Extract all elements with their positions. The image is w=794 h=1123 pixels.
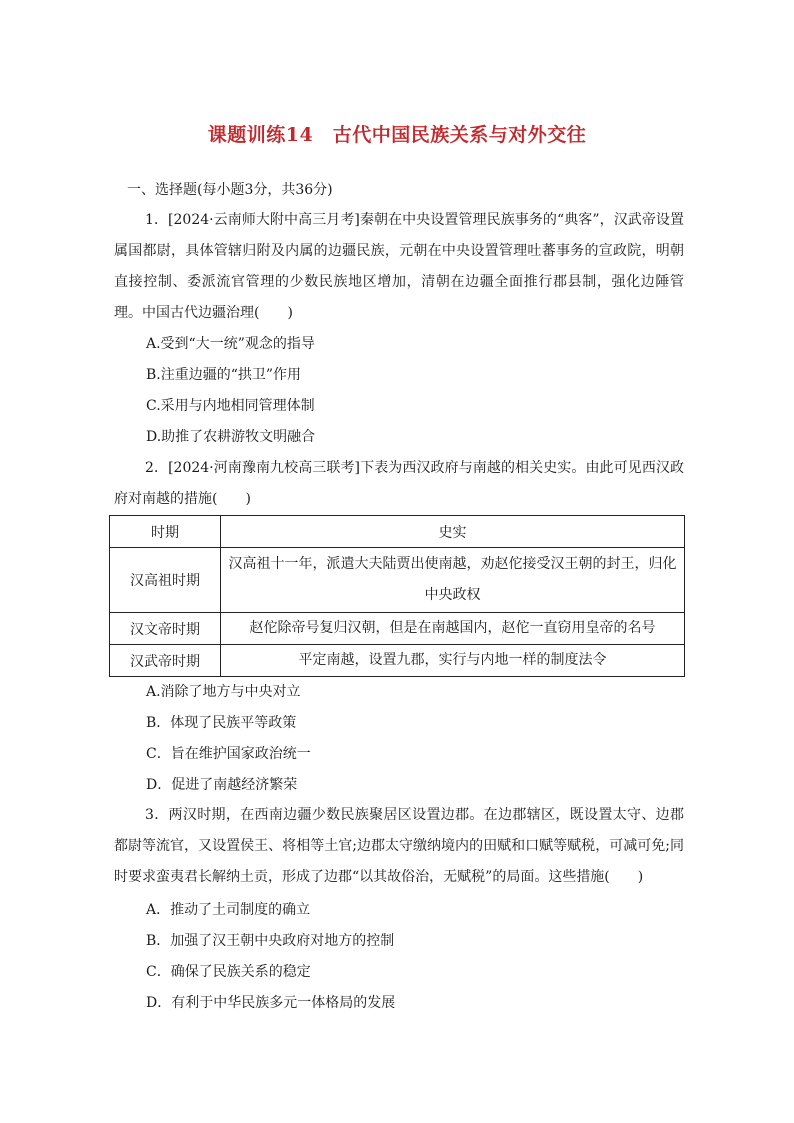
question-3-option-c: C．确保了民族关系的稳定 [146, 964, 311, 980]
table-cell-period: 汉文帝时期 [110, 613, 221, 645]
page-title: 课题训练14 古代中国民族关系与对外交往 [207, 124, 587, 146]
question-1-option-a: A.受到“大一统”观念的指导 [146, 336, 315, 352]
table-cell-fact: 汉高祖十一年，派遣大夫陆贾出使南越，劝赵佗接受汉王朝的封王，归化中央政权 [221, 548, 685, 613]
table-header-row [110, 516, 685, 548]
question-3-option-d: D．有利于中华民族多元一体格局的发展 [146, 995, 396, 1011]
question-3-stem: 3．两汉时期，在西南边疆少数民族聚居区设置边郡。在边郡辖区，既设置太守、边郡都尉等流官，又设置侯王、将相等土官;边郡太守缴纳境内的田赋和口赋等赋税，可减可免;同时要求蛮夷君长解纳土贡，形成了边郡“以其故俗治，无赋税”的局面。这些措施( ) [114, 807, 684, 885]
question-2-option-b: B．体现了民族平等政策 [146, 715, 297, 731]
section-heading: 一、选择题(每小题3分，共36分) [127, 182, 333, 198]
table-cell-fact: 平定南越，设置九郡，实行与内地一样的制度法令 [221, 645, 685, 677]
question-2-option-c: C．旨在维护国家政治统一 [146, 746, 311, 762]
column-header-fact: 史实 [221, 516, 685, 548]
question-3-option-b: B．加强了汉王朝中央政府对地方的控制 [146, 933, 395, 949]
question-2-option-a: A.消除了地方与中央对立 [146, 684, 301, 700]
table-cell-fact: 赵佗除帝号复归汉朝，但是在南越国内，赵佗一直窃用皇帝的名号 [221, 613, 685, 645]
question-2-option-d: D．促进了南越经济繁荣 [146, 777, 298, 793]
question-1-option-c: C.采用与内地相同管理体制 [146, 398, 315, 414]
table-row [110, 613, 685, 645]
table-cell-period: 汉高祖时期 [110, 548, 221, 613]
table-row [110, 645, 685, 677]
column-header-period: 时期 [110, 516, 221, 548]
table-row [110, 548, 685, 613]
question-3-option-a: A．推动了土司制度的确立 [146, 902, 311, 918]
history-table [109, 515, 685, 677]
question-1-option-b: B.注重边疆的“拱卫”作用 [146, 367, 302, 383]
question-1-stem: 1．[2024·云南师大附中高三月考]秦朝在中央设置管理民族事务的“典客”，汉武帝设置属国都尉，具体管辖归附及内属的边疆民族，元朝在中央设置管理吐蕃事务的宣政院，明朝直接控制、委派流官管理的少数民族地区增加，清朝在边疆全面推行郡县制，强化边陲管理。中国古代边疆治理( ) [114, 212, 684, 321]
question-1-option-d: D.助推了农耕游牧文明融合 [146, 429, 316, 445]
table-cell-period: 汉武帝时期 [110, 645, 221, 677]
question-2-stem: 2．[2024·河南豫南九校高三联考]下表为西汉政府与南越的相关史实。由此可见西汉政府对南越的措施( ) [114, 460, 684, 507]
